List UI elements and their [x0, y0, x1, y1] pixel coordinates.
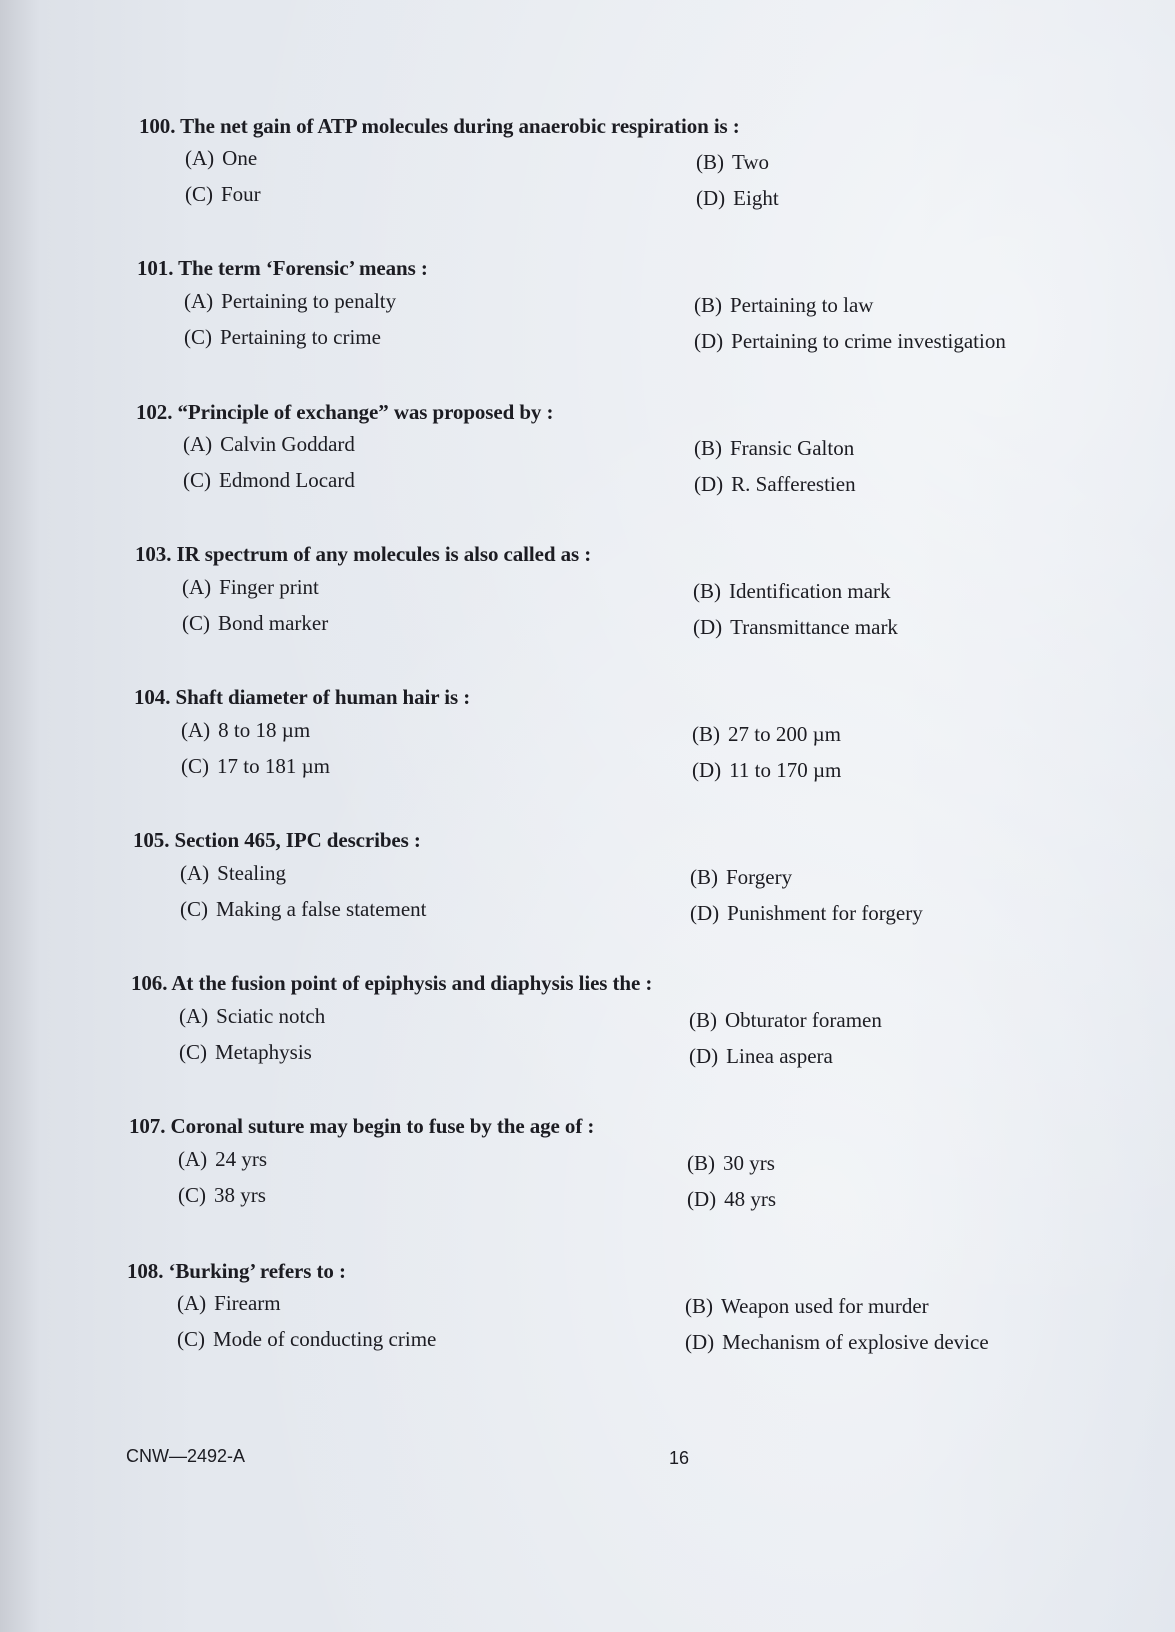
question-text: 104. Shaft diameter of human hair is :	[134, 685, 471, 709]
option-c: (C) Edmond Locard	[183, 468, 355, 492]
option-d: (D) Linea aspera	[689, 1044, 833, 1068]
option-b: (B) 30 yrs	[687, 1151, 775, 1175]
option-c: (C) 17 to 181 µm	[181, 754, 331, 778]
option-b: (B) Identification mark	[693, 579, 891, 603]
option-d: (D) Punishment for forgery	[690, 901, 923, 925]
option-d: (D) Transmittance mark	[693, 615, 898, 639]
option-c: (C) 38 yrs	[178, 1183, 266, 1207]
option-a: (A) Pertaining to penalty	[184, 289, 397, 313]
question-text: 101. The term ‘Forensic’ means :	[137, 256, 428, 280]
question-103	[0, 539, 1175, 659]
option-d: (D) R. Safferestien	[694, 472, 856, 496]
question-104	[0, 683, 1175, 803]
question-text: 102. “Principle of exchange” was proposed by :	[136, 400, 554, 424]
option-b: (B) Obturator foramen	[689, 1008, 882, 1032]
option-a: (A) One	[185, 146, 258, 170]
option-b: (B) Pertaining to law	[694, 293, 874, 317]
question-text: 100. The net gain of ATP molecules during anaerobic respiration is :	[139, 114, 740, 138]
option-b: (B) Fransic Galton	[694, 436, 855, 460]
option-a: (A) Finger print	[182, 575, 319, 599]
question-105	[0, 827, 1175, 947]
option-d: (D) Pertaining to crime investigation	[694, 329, 1006, 353]
option-a: (A) Calvin Goddard	[183, 432, 355, 456]
question-102	[0, 396, 1175, 516]
option-c: (C) Bond marker	[182, 611, 329, 635]
option-d: (D) 11 to 170 µm	[692, 758, 842, 782]
question-text: 105. Section 465, IPC describes :	[133, 828, 421, 852]
option-c: (C) Making a false statement	[180, 897, 427, 921]
question-text: 106. At the fusion point of epiphysis and diaphysis lies the :	[131, 971, 653, 995]
question-108	[0, 1259, 1175, 1379]
question-100	[0, 108, 1175, 228]
question-text: 108. ‘Burking’ refers to :	[127, 1259, 346, 1283]
page-number: 16	[669, 1448, 690, 1468]
option-d: (D) Eight	[696, 186, 779, 210]
option-a: (A) Sciatic notch	[179, 1004, 326, 1028]
option-c: (C) Pertaining to crime	[184, 325, 381, 349]
option-a: (A) Stealing	[180, 861, 286, 885]
question-101	[0, 251, 1175, 371]
question-106	[0, 971, 1175, 1091]
option-b: (B) Weapon used for murder	[685, 1294, 929, 1318]
option-b: (B) 27 to 200 µm	[692, 722, 842, 746]
option-d: (D) 48 yrs	[687, 1187, 777, 1211]
option-b: (B) Two	[696, 150, 770, 174]
option-a: (A) Firearm	[177, 1291, 281, 1315]
question-107	[0, 1114, 1175, 1234]
option-b: (B) Forgery	[690, 865, 793, 889]
option-d: (D) Mechanism of explosive device	[685, 1330, 989, 1354]
question-text: 107. Coronal suture may begin to fuse by the age of :	[129, 1114, 595, 1138]
option-c: (C) Four	[185, 182, 261, 206]
option-c: (C) Metaphysis	[179, 1040, 312, 1064]
option-a: (A) 24 yrs	[178, 1147, 268, 1171]
paper-code: CNW—2492-A	[126, 1446, 246, 1466]
question-text: 103. IR spectrum of any molecules is also called as :	[135, 542, 592, 566]
option-a: (A) 8 to 18 µm	[181, 718, 311, 742]
option-c: (C) Mode of conducting crime	[177, 1327, 437, 1351]
